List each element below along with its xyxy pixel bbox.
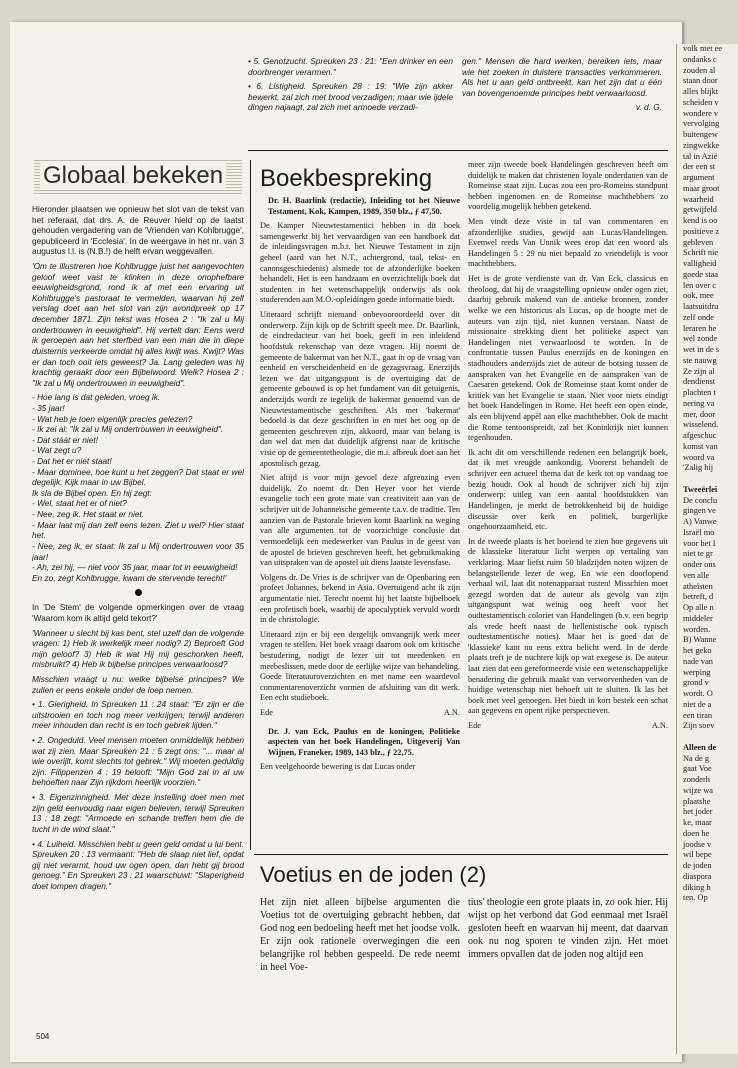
dialogue-line: - Wat zegt u? <box>32 445 82 456</box>
next-page-line: ten. Op <box>683 893 708 903</box>
dialogue-line: - 35 jaar! <box>32 402 65 413</box>
next-page-line: dendienst <box>683 377 716 387</box>
next-page-line: leraren he <box>683 323 717 333</box>
top-bullets-right <box>462 56 662 142</box>
next-page-line: ook, mee <box>683 291 714 301</box>
next-page-line: wondere v <box>683 108 719 118</box>
dialogue-line: - Maar dominee, hoe kunt u het zeggen? Dat staat er wel degelijk. Kijk maar in uw Bijbel. <box>32 466 244 488</box>
dialogue-line: - Wel, staat het er of niet? <box>32 498 127 509</box>
next-page-line <box>683 474 722 485</box>
magazine-page <box>10 22 682 1062</box>
next-page-line: kend is oo <box>683 216 718 225</box>
next-page-line: grond v <box>683 678 709 688</box>
next-page-line: volk met ee <box>683 44 723 53</box>
globaal-intro: Hieronder plaatsen we opnieuw het slot van de tekst van het referaat, dat drs. A. de Reuver hield op de laatst gehouden vergadering van de 'Vrienden van Kohlbrugge', gepubliceerd in 'Ecclesia'. In de weergave in het nr. van 3 augustus l.l. is (N.B.!) de helft ervan weggevallen. <box>32 204 244 257</box>
next-page-line: komst van <box>683 441 718 451</box>
next-page-line: gebleven <box>683 237 714 247</box>
principle-item: • 3. Eigenzinnigheid. Met deze instelling doet men met zijn geld eenvoudig naar eigen believen, terwijl Spreuken 13 : 18 zegt: "Armoede en schande treffen hem die de tucht in de wind slaat." <box>32 792 244 834</box>
next-page-text <box>683 44 722 904</box>
next-page-line: gingen ve <box>683 506 716 516</box>
sig2-place: Ede <box>468 721 481 731</box>
page-number: 504 <box>36 1032 50 1041</box>
voetius-column-1 <box>260 896 460 1016</box>
next-page-line: wordt. O <box>683 689 713 698</box>
stem-intro: In 'De Stem' de volgende opmerkingen over de vraag 'Waarom kom ik altijd geld tekort?' <box>32 602 244 623</box>
next-page-line: De conclu <box>683 495 718 505</box>
next-page-line: worden. <box>683 624 711 634</box>
next-page-line: zonderh <box>683 775 710 784</box>
stem-quote: 'Wanneer u slecht bij kas bent, stel uzelf dan de volgende vragen: 1) Heb ik werkelijk meer nodig? 2) Beproeft God mijn geloof? 3) Heb ik wat Hij mij geschonken heeft, misbruikt? 4) Heb ik bijbelse principes verwaarloosd? <box>32 627 244 670</box>
dialogue-line: - Nee, zeg ik, er staat: Ik zal u Mij ondertrouwen voor 35 jaar! <box>32 540 244 562</box>
next-page-line: plaatshe <box>683 796 711 806</box>
dialogue-line: - Maar laat mij dan zelf eens lezen. Ziet u wel? Hier staat het. <box>32 519 244 541</box>
book-reference-2: Dr. J. van Eck, Paulus en de koningen, Politieke aspecten van het boek Handelingen, Uitgeverij Van Wijnen, Franeker, 1989, 143 blz., ƒ 22,75. <box>268 726 460 757</box>
next-page-line: B) Wanne <box>683 635 717 645</box>
next-page-line: wisselend. <box>683 420 719 430</box>
globaal-column <box>32 204 244 1024</box>
principle-item: • 4. Luiheid. Misschien hebt u geen geld omdat u lui bent. Spreuken 20 : 13 vermaant: "Heb de slaap niet lief, opdat gij niet verarmt, houd uw ogen open, dan hebt gij brood genoeg." En Spreuken 23 : 21 waarschuwt: "Slaperigheid doet lompen dragen." <box>32 838 244 891</box>
sig2-initials: A.N. <box>651 721 668 731</box>
next-page-line: betreft, d <box>683 592 714 602</box>
review-2-start: Een veelgehoorde bewering is dat Lucas onder <box>260 762 416 772</box>
globaal-heading-box <box>34 158 242 194</box>
next-page-line: nering va <box>683 398 715 408</box>
bullet-5: • 5. Genotzucht. Spreuken 23 : 21: "Een drinker en een doorbrenger verarmen." <box>248 56 453 77</box>
next-page-line: de joden <box>683 861 712 870</box>
next-page-line: Na de g <box>683 753 710 763</box>
next-page-line: gaat Voe <box>683 764 712 774</box>
next-page-line: doen he <box>683 828 710 838</box>
next-page-line: het geko <box>683 646 712 655</box>
next-page-line: ke, maar <box>683 818 712 827</box>
next-page-line: niet te gr <box>683 549 713 559</box>
sig1-initials: A.N. <box>443 708 460 718</box>
next-page-line: ondanks c <box>683 54 717 64</box>
next-page-line: tal in Azië <box>683 151 718 161</box>
next-page-line: len over c <box>683 280 717 290</box>
next-page-line: joodse v <box>683 839 712 849</box>
next-page-line: plachten t <box>683 388 716 397</box>
next-page-line: maar groot <box>683 183 720 193</box>
review-paragraph: Ik acht dit om verschillende redenen een belangrijk boek, dat ik met vreugde aankondig. Voorerst behandelt de schrijver een actueel thema dat de kerk tot op vandaag toe bezig houdt. Ook al houdt de schrijver zich bij zijn onderwerp: uitleg van een aantal hoofdstukken van Handelingen, je merkt de betrokkenheid bij de huidige discussie over kerk en politiek, burgerlijke ongehoorzaamheid, etc. <box>468 447 668 532</box>
dialogue-line: - Hoe lang is dat geleden, vroeg ik. <box>32 392 161 403</box>
column-divider <box>250 160 251 850</box>
next-page-line: staan door <box>683 76 718 86</box>
next-page-line: wet in de s <box>683 345 720 354</box>
voetius-text-1: Het zijn niet alleen bijbelse argumenten die Voetius tot de overtuiging gebracht hebben, dat God nog een bedoeling heeft met het joodse volk. Er zijn ook rationele overwegingen die een belangrijke rol hebben gespeeld. De rede neemt in heel Voe- <box>260 897 460 973</box>
dialogue-line: Ik sla de Bijbel open. En hij zegt: <box>32 487 152 498</box>
globaal-title: Globaal bekeken <box>40 162 226 190</box>
principles-list <box>32 699 244 891</box>
next-page-line: niet de a <box>683 699 712 709</box>
next-page-line: Ze zijn al <box>683 366 715 376</box>
next-page-line: Op alle n <box>683 603 714 612</box>
next-page-line: laatsuitdru <box>683 302 719 311</box>
next-page-line: buitengew <box>683 130 718 139</box>
boek-column-1 <box>260 196 460 846</box>
next-page-line: scheiden v <box>683 97 719 107</box>
next-page-line: argument <box>683 173 715 182</box>
next-page-line: der een st <box>683 162 716 172</box>
divider-top <box>248 150 668 151</box>
next-page-line: wil bepe <box>683 850 712 860</box>
next-page-line: valligheid <box>683 259 717 268</box>
voetius-title: Voetius en de joden (2) <box>260 862 487 887</box>
next-page-line: wel zonde <box>683 334 718 344</box>
next-page-line: afgeschuc <box>683 431 717 440</box>
next-page-line: zouden al <box>683 65 716 75</box>
next-page-line: goede staa <box>683 269 719 279</box>
sig1-place: Ede <box>260 708 273 718</box>
review-paragraph: In de tweede plaats is het boeiend te zien hoe gegevens uit de klassieke literatuur licht werpen op vertaling van verklaring. Maar liefst ruim 50 bladzijden noten wijzen de belangstellende lezer de weg. En wie een doorlopend verhaal wil, laat dit notenapparaat rusten! Misschien moet gezegd worden dat de auteur als gevolg van zijn uitgangspunt wat weinig oog heeft voor het oudtestamentisch coloriet van Handelingen (b.v. een begrip als vrede heeft naast de hellenistische ook typisch oudtestamentische noties). Maar het is goed dat de 'klassieke' kant nu eens extra belicht werd. In de derde plaats treft je de nuchtere kijk op wat exegese is. De auteur laat zien dat een gereformeerde visie een wetenschappelijke benadering die gebruik maakt van verworvenheden van de huidige wetenschap niet behoeft uit te sluiten. Ik las het boek met veel genoegen. Het biedt in kort bestek een schat aan gegevens en opent rijke perspectieven. <box>468 536 668 716</box>
boek-title: Boekbespreking <box>260 165 433 192</box>
dialogue-line: - Dat stáát er niet! <box>32 434 98 445</box>
next-page-line: Alleen de <box>683 742 717 752</box>
next-page-line: atheïsten <box>683 581 713 591</box>
dialogue-line: - Ah, zei hij, — niet voor 35 jaar, maar tot in eeuwigheid! <box>32 562 238 573</box>
review-2-signature <box>468 721 668 732</box>
next-page-line: zingwekke <box>683 140 720 150</box>
bullet-dot-separator <box>135 589 142 596</box>
next-page-line: alles blijkt <box>683 87 719 96</box>
signature-vdg: v. d. G. <box>635 102 662 113</box>
next-page-line: A) Vanwe <box>683 517 717 526</box>
next-page-line: wijze wa <box>683 785 713 795</box>
next-page-line: een tiran <box>683 710 713 720</box>
divider-voetius <box>254 854 668 855</box>
dialogue-line: - Ik zei al: "Ik zal u Mij ondertrouwen in eeuwigheid". <box>32 424 224 435</box>
dialogue-list <box>32 392 244 583</box>
next-page-line: voor het I <box>683 538 716 548</box>
stem-quote-2: Misschien vraagt u nu: welke bijbelse principes? We zullen er eens enkele onder de loep nemen. <box>32 673 244 695</box>
next-page-line: getwijfeld <box>683 205 717 215</box>
next-page-line: waarheid <box>683 194 714 204</box>
boek-column-2 <box>468 160 668 850</box>
next-page-line: vervolging <box>683 119 720 129</box>
next-page-line <box>683 732 722 743</box>
book-reference-1: Dr. H. Baarlink (redactie), Inleiding tot het Nieuwe Testament, Kok, Kampen, 1989, 350 blz., ƒ 47,50. <box>268 196 460 216</box>
next-page-line: werping <box>683 667 711 677</box>
review-paragraph: Het is de grote verdienste van dr. Van Eck, classicus en theoloog, dat hij de vraagstelling opnieuw onder ogen ziet, daarbij gebruik makend van de antieke bronnen, zonder welke we een historicus als Lucas, op de hoogte met de auteurs van zijn tijd, niet kunnen verstaan. Naast de missionaire strekking dient het politieke aspect van Handelingen niet verwaarloosd te worden. In de confrontatie tussen Paulus enerzijds en de koningen en stadhouders anderzijds ziet de auteur de botsing tussen de aanspraken van het Evangelie en de aanspraken van de Caesaren getekend. Ook de Romeinse staat komt onder de kritiek van het Evangelie te staan. Niet voor niets eindigt het boek Handelingen in Rome. Het heeft een open einde, als een blijvend appèl aan elke machthebber. Ook de macht die Rome tentoonspreidt, zal het Koninkrijk niet kunnen tegenhouden. <box>468 274 668 443</box>
next-page-line: Schrift nie <box>683 248 719 258</box>
dialogue-line: - Nee, zeg ik. Het staat er niet. <box>32 509 145 520</box>
review-paragraph: meer zijn tweede boek Handelingen geschreven heeft om duidelijk te maken dat christenen loyale onderdanen van de Romeinse staat zijn. Lucas zou een pro-Romeins standpunt hebben ingenomen en de Romeinse machthebbers zo voordelig mogelijk hebben getekend. <box>468 160 668 212</box>
next-page-line: ven alle <box>683 570 710 580</box>
next-page-line: Tweeërlei <box>683 484 718 494</box>
next-page-edge <box>676 44 738 1054</box>
bullet-6: • 6. Listigheid. Spreuken 28 : 19: "Wie zijn akker bewerkt, zal zich met brood verzadigen; maar wie ijdele dingen najaagt, zal zich met armoede verzadi- <box>248 81 453 113</box>
principle-item: • 2. Ongeduld. Veel mensen moeten onmiddellijk hebben wat zij zien. Maar Spreuken 21 : 5 zegt ons: "... maar al wie overijlt, komt slechts tot gebrek." Wij moeten geduldig zijn. Filippenzen 4 : 19 belooft: "Mijn God zal in al uw behoeften naar Zijn rijkdom heerlijk voorzien." <box>32 735 244 788</box>
review-1-signature <box>260 708 460 719</box>
next-page-line: het joder <box>683 807 713 817</box>
next-page-line: ste nauwg <box>683 355 717 365</box>
dialogue-line: En zo, zegt Kohlbrugge, kwam de stervende terecht!' <box>32 572 227 583</box>
dialogue-line: - Wat heb je toen eigenlijk precies gelezen? <box>32 413 193 424</box>
top-bullets-left <box>248 56 453 136</box>
voetius-text-2: tius' theologie een grote plaats in, zo ook hier. Hij wijst op het verbond dat God eenmaal met Israël gesloten heeft en waarvan hij meent, dat daarvan ook nu nog sporen te vinden zijn. Het moet immers opvallen dat de joden nog altijd een <box>468 897 668 960</box>
next-page-line: 'Zalig hij <box>683 463 714 473</box>
dialogue-line: - Dat het er niet staat! <box>32 456 112 467</box>
next-page-line: positieve z <box>683 226 720 236</box>
review-paragraph: Niet altijd is voor mijn gevoel deze afgrenzing even duidelijk. Zo noemt dr. Den Heyer voor het vierde evangelie toch een grote mate van creativiteit aan van de schrijver uit de Johanneïsche gemeente t.a.v. de traditie. Ten aanzien van de Pastorale brieven komt Baarlink na weging van alle argumenten tot de voorzichtige conclusie dat vermoedelijk een medewerker van Paulus in de geest van de apostel de brieven geschreven heeft, het gebruikmaking van uitspraken van de apostel uit diens laatste levensfase. <box>260 473 460 568</box>
next-page-line: zelf onde <box>683 312 714 322</box>
voetius-column-2 <box>468 896 668 1016</box>
next-page-line: middeler <box>683 613 713 623</box>
next-page-line: onder ons <box>683 560 716 569</box>
next-page-line: mer, door <box>683 409 716 419</box>
review-paragraph: Uiteraard zijn er bij een dergelijk omvangrijk werk meer vragen te stellen. Het boek vraagt daarom ook om kritische bestudering, nodigt de lezer uit tot meedenken en meebeslissen, mede door de eerlijke wijze van behandeling. Goede literatuuroverzichten en met name een waardevol commentarenoverzicht vormen de afsluiting van dit werk. Een echt studieboek. <box>260 629 460 703</box>
next-page-line: woord va <box>683 452 715 462</box>
review-paragraph: Uiteraard schrijft niemand onbevooroordeeld over dit onderwerp. Zijn kijk op de Schrift speelt mee. Dr. Baarlink, de eindredacteur van het boek, geeft in een inleidend hoofdstuk rekenschap van deze vragen. Hij noemt de gemeente de bakermat van het N.T., gaat in op de vraag van eenheid en verscheidenheid en de gezagsvraag. Enerzijds lezen we dat uitgangspunt is de overtuiging dat de gemeente gebouwd is op het fundament van dit getuigenis, anderzijds wordt ze tegelijk de bakermat genoemd van de Nieuwtestamentische geschriften. Als met 'bakermat' bedoeld is dat deze geschriften in en met het oog op de gemeenten geschreven zijn, akkoord, maar van belang is dan wel dat men dat duidelijk afgrenst naar de kritische visie op de gemeentetheologie, die m.i. afbreuk doet aan het apostolisch gezag. <box>260 310 460 468</box>
review-1-body <box>260 221 460 704</box>
next-page-line: nade van <box>683 656 713 666</box>
bullet-6-continued: gen." Mensen die hard werken, bereiken iets, maar wie het zoeken in duistere transacties verkommeren. Als het u aan geld ontbreekt, kan het zijn dat u één van bovengenoemde principes hebt verwaarloosd. <box>462 56 662 98</box>
review-2-body <box>468 160 668 717</box>
globaal-quote: 'Om te illustreren hoe Kohlbrugge juist het aangevochten geloof weet vast te klinken in deze onophefbare eeuwigheidsgrond, rond ik af met een ervaring uit Kohlbrugge's pastoraat te vermelden, waarvan hij zelf verslag doet aan het slot van zijn avondpreek op 17 december 1871. Zijn tekst was Hosea 2 : "Ik zal u Mij ondertrouwen in eeuwigheid". Hij vertelt dan: Eens werd ik geroepen aan het sterfbed van een man die in diepe duisternis verkeerde omdat hij alles kwijt was. Kwijt? Was er dan toch ooit iets geweest? Ja. Lang geleden was hij krachtig geraakt door een Bijbelwoord. Welk? Hosea 2 : "Ik zal u Mij ondertrouwen in eeuwigheid". <box>32 261 244 388</box>
review-paragraph: Volgens dr. De Vries is de schrijver van de Openbaring een profeet Johannes, bekend in Asia. Overtuigend acht ik zijn argumentatie niet. Terecht noemt hij het laatste bijbelboek een profetisch boek, waarbij de apocalyptiek vervuld wordt in de christologie. <box>260 572 460 625</box>
review-paragraph: De Kamper Nieuwtestamentici hebben in dit boek samengewerkt bij het vervaardigen van een handboek dat de inleidingsvragen m.b.t. het Nieuwe Testament in zijn geheel (aard van het N.T., achtergrond, taal, tekst- en canonsgeschiedenis) alsmede tot de afzonderlijke boeken behandelt. Het is een handzaam en overzichtelijk boek dat studenten in het wetenschappelijk onderwijs als ook studerenden aan M.O.-opleidingen goede informatie biedt. <box>260 221 460 305</box>
principle-item: • 1. Gierigheid. In Spreuken 11 : 24 staat: "Er zijn er die uitstrooien en toch nog meer verkrijgen; terwijl anderen meer inhouden dan recht is en toch gebrek lijden." <box>32 699 244 731</box>
next-page-line: diking h <box>683 882 711 892</box>
next-page-line: Zijn soev <box>683 721 715 731</box>
next-page-line: diaspora <box>683 871 712 881</box>
next-page-line: Israël mo <box>683 527 715 537</box>
review-paragraph: Men vindt deze visie in tal van commentaren en afzonderlijke studies, gewijd aan Lucas/Handelingen. Evenwel reeds Van Unnik wees erop dat een woord als Handelingen 5 : 29 nu niet bepaald zo vriendelijk is voor machthebbers. <box>468 217 668 269</box>
